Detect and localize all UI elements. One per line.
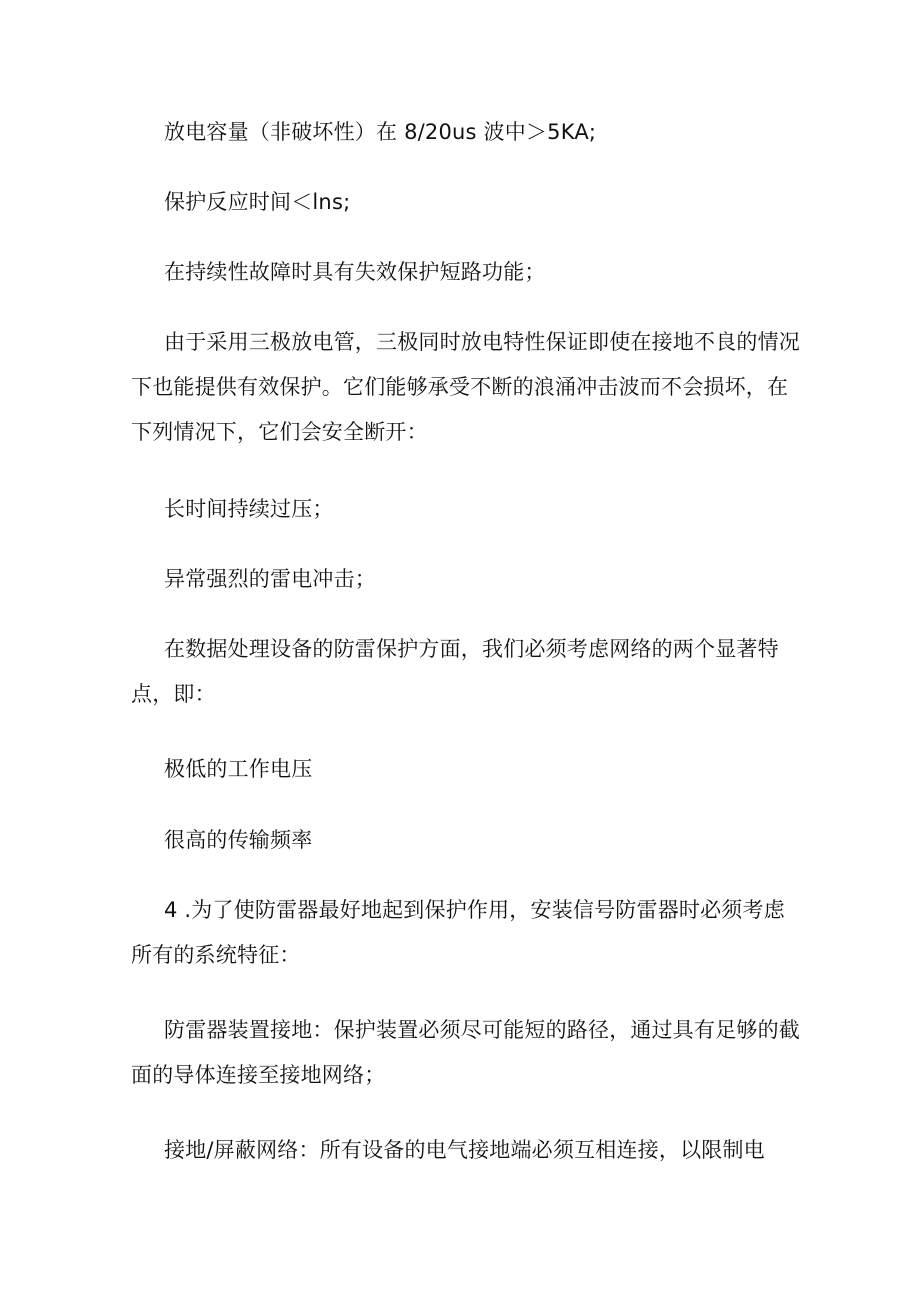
- paragraph-high-frequency: 很高的传输频率: [164, 828, 313, 852]
- paragraph-installation-section: 4 .为了使防雷器最好地起到保护作用，安装信号防雷器时必须考虑所有的系统特征：: [131, 898, 785, 967]
- paragraph-three-pole-tube: 由于采用三极放电管，三极同时放电特性保证即使在接地不良的情况下也能提供有效保护。它们能够承受不断的浪涌冲击波而不会损坏，在下列情况下，它们会安全断开：: [131, 330, 800, 444]
- paragraph-low-voltage: 极低的工作电压: [164, 757, 313, 781]
- paragraph-lightning-surge: 异常强烈的雷电冲击；: [164, 567, 376, 591]
- paragraph-overvoltage: 长时间持续过压；: [164, 497, 334, 521]
- paragraph-network-features: 在数据处理设备的防雷保护方面，我们必须考虑网络的两个显著特点，即：: [131, 637, 779, 706]
- paragraph-shielding-network: 接地/屏蔽网络：所有设备的电气接地端必须互相连接，以限制电: [164, 1138, 765, 1162]
- paragraph-discharge-capacity: 放电容量（非破坏性）在 8/20us 波中＞5KA;: [164, 120, 597, 144]
- paragraph-grounding: 防雷器装置接地：保护装置必须尽可能短的路径，通过具有足够的截面的导体连接至接地网络；: [131, 1018, 800, 1087]
- paragraph-response-time: 保护反应时间＜lns;: [164, 190, 351, 214]
- paragraph-failsafe-short: 在持续性故障时具有失效保护短路功能；: [164, 260, 546, 284]
